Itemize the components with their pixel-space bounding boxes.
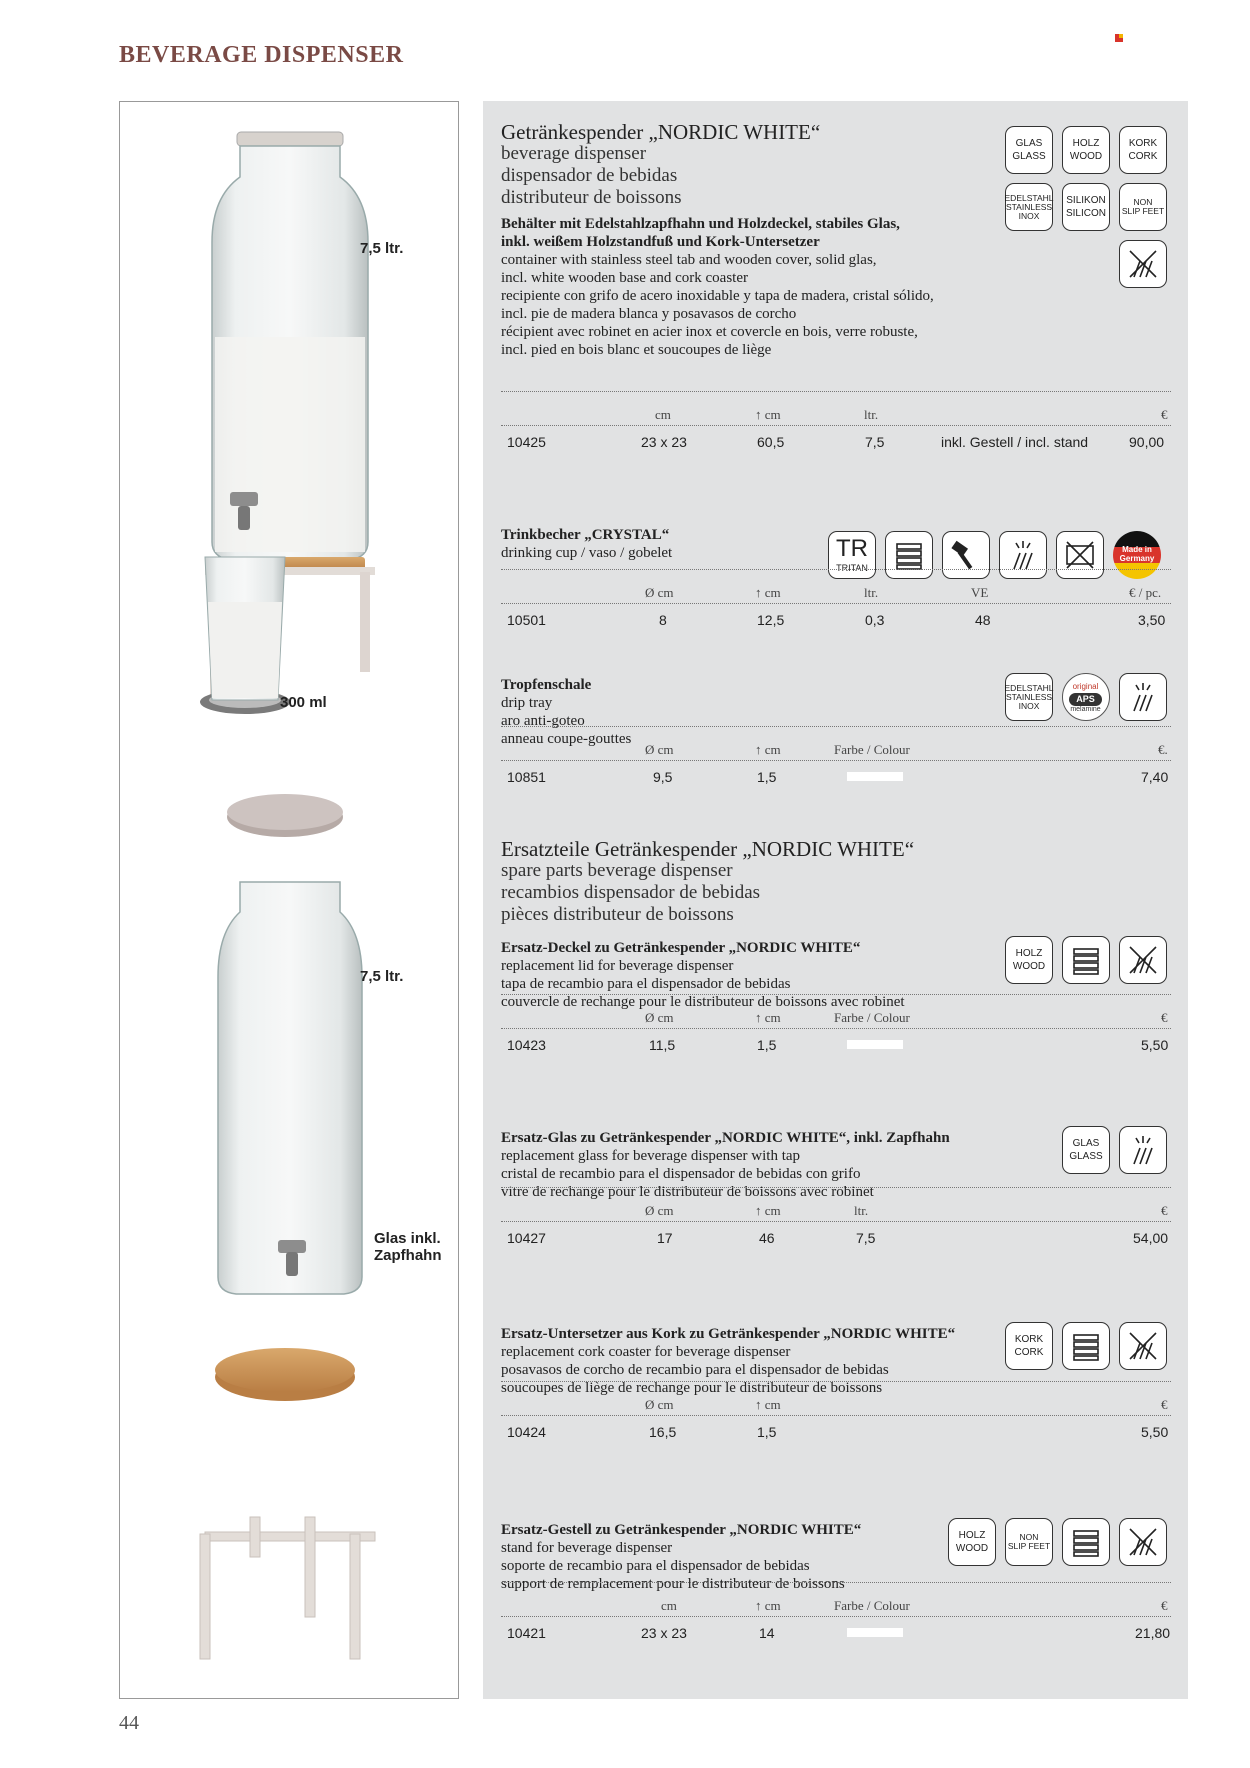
colour-swatch-white [847, 1628, 903, 1637]
wood-material-icon: HOLZ WOOD [1005, 936, 1053, 984]
stand-illustration [200, 1517, 375, 1659]
non-slip-feet-icon: NON SLIP FEET [1005, 1518, 1053, 1566]
product-table-10421: cm ↑ cm Farbe / Colour € 10421 23 x 23 14 21,80 [501, 1582, 1171, 1638]
section-subtitle: recambios dispensador de bebidas [501, 882, 761, 903]
product-desc: soucoupes de liège de rechange pour le distributeur de boissons [501, 1380, 883, 1396]
product-desc: incl. white wooden base and cork coaster [501, 270, 748, 286]
product-desc: couvercle de rechange pour le distributeur de boissons avec robinet [501, 994, 905, 1010]
product-subtitle: beverage dispenser [501, 143, 647, 164]
product-title: Tropfenschale [501, 677, 592, 693]
product-desc: stand for beverage dispenser [501, 1540, 673, 1556]
article-number: 10423 [507, 1037, 546, 1053]
product-desc-de: inkl. weißem Holzstandfuß und Kork-Untersetzer [501, 234, 820, 250]
product-desc: soporte de recambio para el dispensador de bebidas [501, 1558, 810, 1574]
product-subtitle: dispensador de bebidas [501, 165, 678, 186]
wood-material-icon: HOLZ WOOD [1062, 126, 1110, 174]
product-title: Ersatz-Gestell zu Getränkespender „NORDIC WHITE“ [501, 1522, 862, 1538]
cup-illustration [200, 557, 290, 714]
cork-coaster-illustration [215, 1348, 355, 1401]
product-table-10501: Ø cm ↑ cm ltr. VE € / pc. 10501 8 12,5 0,3 48 3,50 [501, 569, 1171, 625]
product-info-panel [483, 101, 1188, 1699]
price: 90,00 [1129, 434, 1165, 450]
product-desc: tapa de recambio para el dispensador de bebidas [501, 976, 791, 992]
silicone-material-icon: SILIKON SILICON [1062, 183, 1110, 231]
dishwasher-safe-icon [1119, 1126, 1167, 1174]
product-title: Trinkbecher „CRYSTAL“ [501, 527, 670, 543]
cork-material-icon: KORK CORK [1119, 126, 1167, 174]
glass-material-icon: GLAS GLASS [1062, 1126, 1110, 1174]
section-title: Ersatzteile Getränkespender „NORDIC WHITE“ [501, 837, 915, 861]
product-subtitle: drip tray [501, 695, 553, 711]
article-number: 10425 [507, 434, 546, 450]
article-number: 10424 [507, 1424, 546, 1440]
cup-volume-label: 300 ml [280, 694, 327, 711]
stackable-icon [1062, 1518, 1110, 1566]
price: 21,80 [1135, 1625, 1171, 1641]
non-slip-feet-icon: NON SLIP FEET [1119, 183, 1167, 231]
product-desc: posavasos de corcho de recambio para el dispensador de bebidas [501, 1362, 889, 1378]
product-title: Ersatz-Untersetzer aus Kork zu Getränkespender „NORDIC WHITE“ [501, 1326, 956, 1342]
dispenser-volume-label: 7,5 ltr. [360, 240, 404, 257]
product-desc-de: Behälter mit Edelstahlzapfhahn und Holzdeckel, stabiles Glas, [501, 216, 900, 232]
no-dishwasher-icon [1119, 1322, 1167, 1370]
product-desc: replacement lid for beverage dispenser [501, 958, 734, 974]
product-desc: recipiente con grifo de acero inoxidable y tapa de madera, cristal sólido, [501, 288, 934, 304]
article-number: 10427 [507, 1230, 546, 1246]
dishwasher-safe-icon [1119, 673, 1167, 721]
section-subtitle: pièces distributeur de boissons [501, 904, 734, 925]
article-number: 10421 [507, 1625, 546, 1641]
stainless-steel-icon: EDELSTAHL STAINLESS INOX [1005, 673, 1053, 721]
glass-volume-label: 7,5 ltr. [360, 968, 404, 985]
product-desc: replacement cork coaster for beverage dispenser [501, 1344, 791, 1360]
price: 5,50 [1141, 1424, 1169, 1440]
product-title: Ersatz-Glas zu Getränkespender „NORDIC WHITE“, inkl. Zapfhahn [501, 1130, 950, 1146]
product-desc: support de remplacement pour le distributeur de boissons [501, 1576, 845, 1592]
cork-material-icon: KORK CORK [1005, 1322, 1053, 1370]
product-table-10425: cm ↑ cm ltr. € 10425 23 x 23 60,5 7,5 inkl. Gestell / incl. stand 90,00 [501, 391, 1171, 447]
product-subtitle: anneau coupe-gouttes [501, 731, 632, 747]
stackable-icon [1062, 936, 1110, 984]
price: 54,00 [1133, 1230, 1169, 1246]
product-desc: récipient avec robinet en acier inox et coverclе en bois, verre robuste, [501, 324, 918, 340]
no-dishwasher-icon [1119, 936, 1167, 984]
glass-tap-label: Glas inkl. Zapfhahn [374, 1230, 442, 1264]
brand-mark [1115, 34, 1123, 42]
stainless-steel-icon: EDELSTAHL STAINLESS INOX [1005, 183, 1053, 231]
product-illustrations [120, 102, 460, 1700]
product-table-10423: Ø cm ↑ cm Farbe / Colour € 10423 11,5 1,5 5,50 [501, 994, 1171, 1050]
price: 5,50 [1141, 1037, 1169, 1053]
article-number: 10501 [507, 612, 546, 628]
product-desc: vitre de rechange pour le distributeur de boissons avec robinet [501, 1184, 874, 1200]
no-dishwasher-icon [1119, 1518, 1167, 1566]
product-desc: replacement glass for beverage dispenser with tap [501, 1148, 801, 1164]
article-number: 10851 [507, 769, 546, 785]
product-title: Getränkespender „NORDIC WHITE“ [501, 120, 821, 144]
product-table-10427: Ø cm ↑ cm ltr. € 10427 17 46 7,5 54,00 [501, 1187, 1171, 1243]
no-dishwasher-icon [1119, 240, 1167, 288]
glass-material-icon: GLAS GLASS [1005, 126, 1053, 174]
colour-swatch-white [847, 1040, 903, 1049]
aps-melamine-badge: original APS melamine [1062, 673, 1110, 721]
product-desc: container with stainless steel tab and wooden cover, solid glas, [501, 252, 877, 268]
made-in-germany-badge: Made in Germany [1113, 531, 1161, 579]
glass-illustration [218, 882, 362, 1294]
product-desc: incl. pied en bois blanc et soucoupes de liège [501, 342, 772, 358]
price: 3,50 [1138, 612, 1166, 628]
price: 7,40 [1141, 769, 1169, 785]
section-subtitle: spare parts beverage dispenser [501, 860, 733, 881]
product-subtitle: drinking cup / vaso / gobelet [501, 545, 673, 561]
colour-swatch-white [847, 772, 903, 781]
product-subtitle: distributeur de boissons [501, 187, 682, 208]
page-number: 44 [119, 1712, 139, 1734]
product-table-10851: Ø cm ↑ cm Farbe / Colour €. 10851 9,5 1,5 7,40 [501, 726, 1171, 782]
product-desc: incl. pie de madera blanca y posavasos de corcho [501, 306, 797, 322]
product-table-10424: Ø cm ↑ cm € 10424 16,5 1,5 5,50 [501, 1381, 1171, 1437]
spare-parts-header [501, 838, 1171, 926]
page-title: BEVERAGE DISPENSER [119, 42, 404, 68]
product-subtitle: aro anti-goteo [501, 713, 585, 729]
wood-material-icon: HOLZ WOOD [948, 1518, 996, 1566]
product-title: Ersatz-Deckel zu Getränkespender „NORDIC WHITE“ [501, 940, 861, 956]
product-image-panel [119, 101, 459, 1699]
product-desc: cristal de recambio para el dispensador de bebidas con grifo [501, 1166, 861, 1182]
tritan-icon: TR TRITAN [828, 531, 876, 579]
drip-tray-illustration [227, 794, 343, 837]
stackable-icon [1062, 1322, 1110, 1370]
